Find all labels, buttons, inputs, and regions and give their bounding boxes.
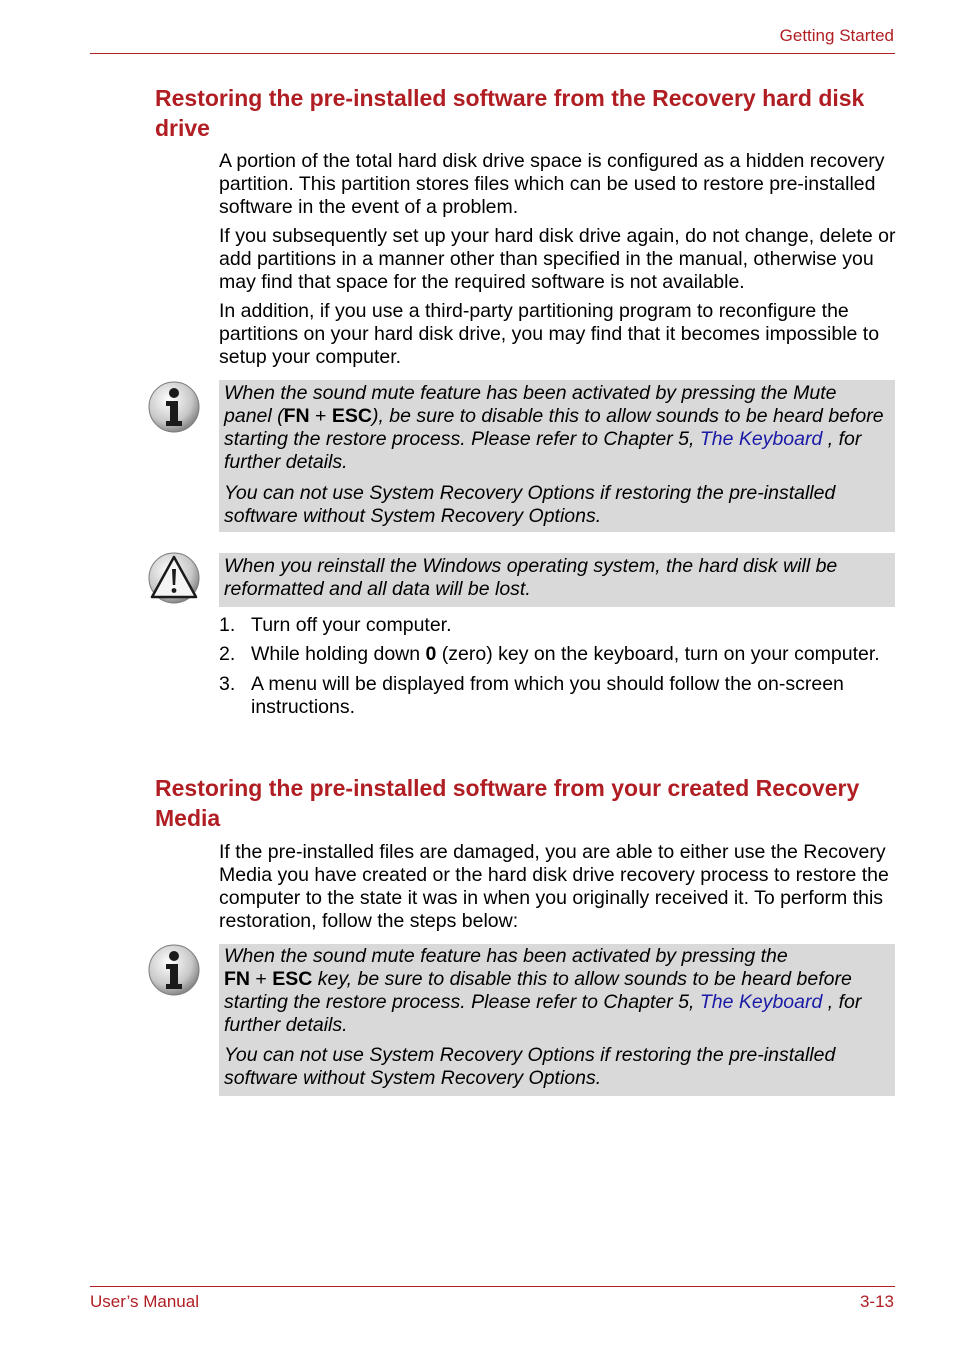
list-item: 3. A menu will be displayed from which you should follow the on-screen instructions. xyxy=(219,673,844,718)
key-fn: FN xyxy=(224,968,250,990)
warning-text: When you reinstall the Windows operating system, the hard disk will be reformatted and all data will be lost. xyxy=(224,555,838,600)
footer-manual-title: User’s Manual xyxy=(90,1292,199,1311)
paragraph: In addition, if you use a third-party partitioning program to reconfigure the partitions on your hard disk drive, you may find that it becomes impossible to setup your computer. xyxy=(219,300,880,368)
section-title-recovery-hdd: Restoring the pre-installed software from the Recovery hard disk drive xyxy=(155,85,865,141)
link-the-keyboard[interactable]: The Keyboard xyxy=(699,428,823,450)
info-icon xyxy=(147,943,201,997)
note-text: When the sound mute feature has been activated by pressing the Mute panel (FN + ESC), be sure to disable this to allow sounds to be heard before starting the restore process. Please refer to Chapter 5, The Keyboard , for further details. xyxy=(224,382,884,473)
note-text: You can not use System Recovery Options if restoring the pre-installed software without System Recovery Options. xyxy=(224,1044,836,1089)
paragraph: If the pre-installed files are damaged, you are able to either use the Recovery Media you have created or the hard disk drive recovery process to restore the computer to the state it was in when you originally received it. To perform this restoration, follow the steps below: xyxy=(219,841,889,932)
paragraph: A portion of the total hard disk drive space is configured as a hidden recovery partition. This partition stores files which can be used to restore pre-installed software in the event of a problem. xyxy=(219,150,885,218)
paragraph: If you subsequently set up your hard disk drive again, do not change, delete or add partitions in a manner other than specified in the manual, otherwise you may find that space for the required software is not available. xyxy=(219,225,896,293)
warning-icon xyxy=(147,551,201,605)
steps-list xyxy=(219,614,895,719)
running-header: Getting Started xyxy=(779,26,894,45)
list-item: 1. Turn off your computer. xyxy=(219,614,452,636)
list-item: 2. While holding down 0 (zero) key on the keyboard, turn on your computer. xyxy=(219,643,880,665)
key-esc: ESC xyxy=(272,968,313,990)
key-fn: FN xyxy=(283,405,310,427)
section-title-recovery-media: Restoring the pre-installed software from your created Recovery Media xyxy=(155,775,860,831)
page-number: 3-13 xyxy=(859,1292,894,1311)
header-rule xyxy=(90,53,895,54)
note-text: When the sound mute feature has been activated by pressing the FN + ESC key, be sure to disable this to allow sounds to be heard before starting the restore process. Please refer to Chapter 5, The Keyboard , for further details. xyxy=(224,945,862,1036)
link-the-keyboard[interactable]: The Keyboard xyxy=(699,991,823,1013)
footer-rule xyxy=(90,1286,895,1287)
warning-box xyxy=(219,553,895,607)
key-esc: ESC xyxy=(331,405,372,427)
note-text: You can not use System Recovery Options if restoring the pre-installed software without System Recovery Options. xyxy=(224,482,836,527)
note-box-mute xyxy=(219,380,895,532)
info-icon xyxy=(147,380,201,434)
note-box-mute-2 xyxy=(219,944,895,1096)
